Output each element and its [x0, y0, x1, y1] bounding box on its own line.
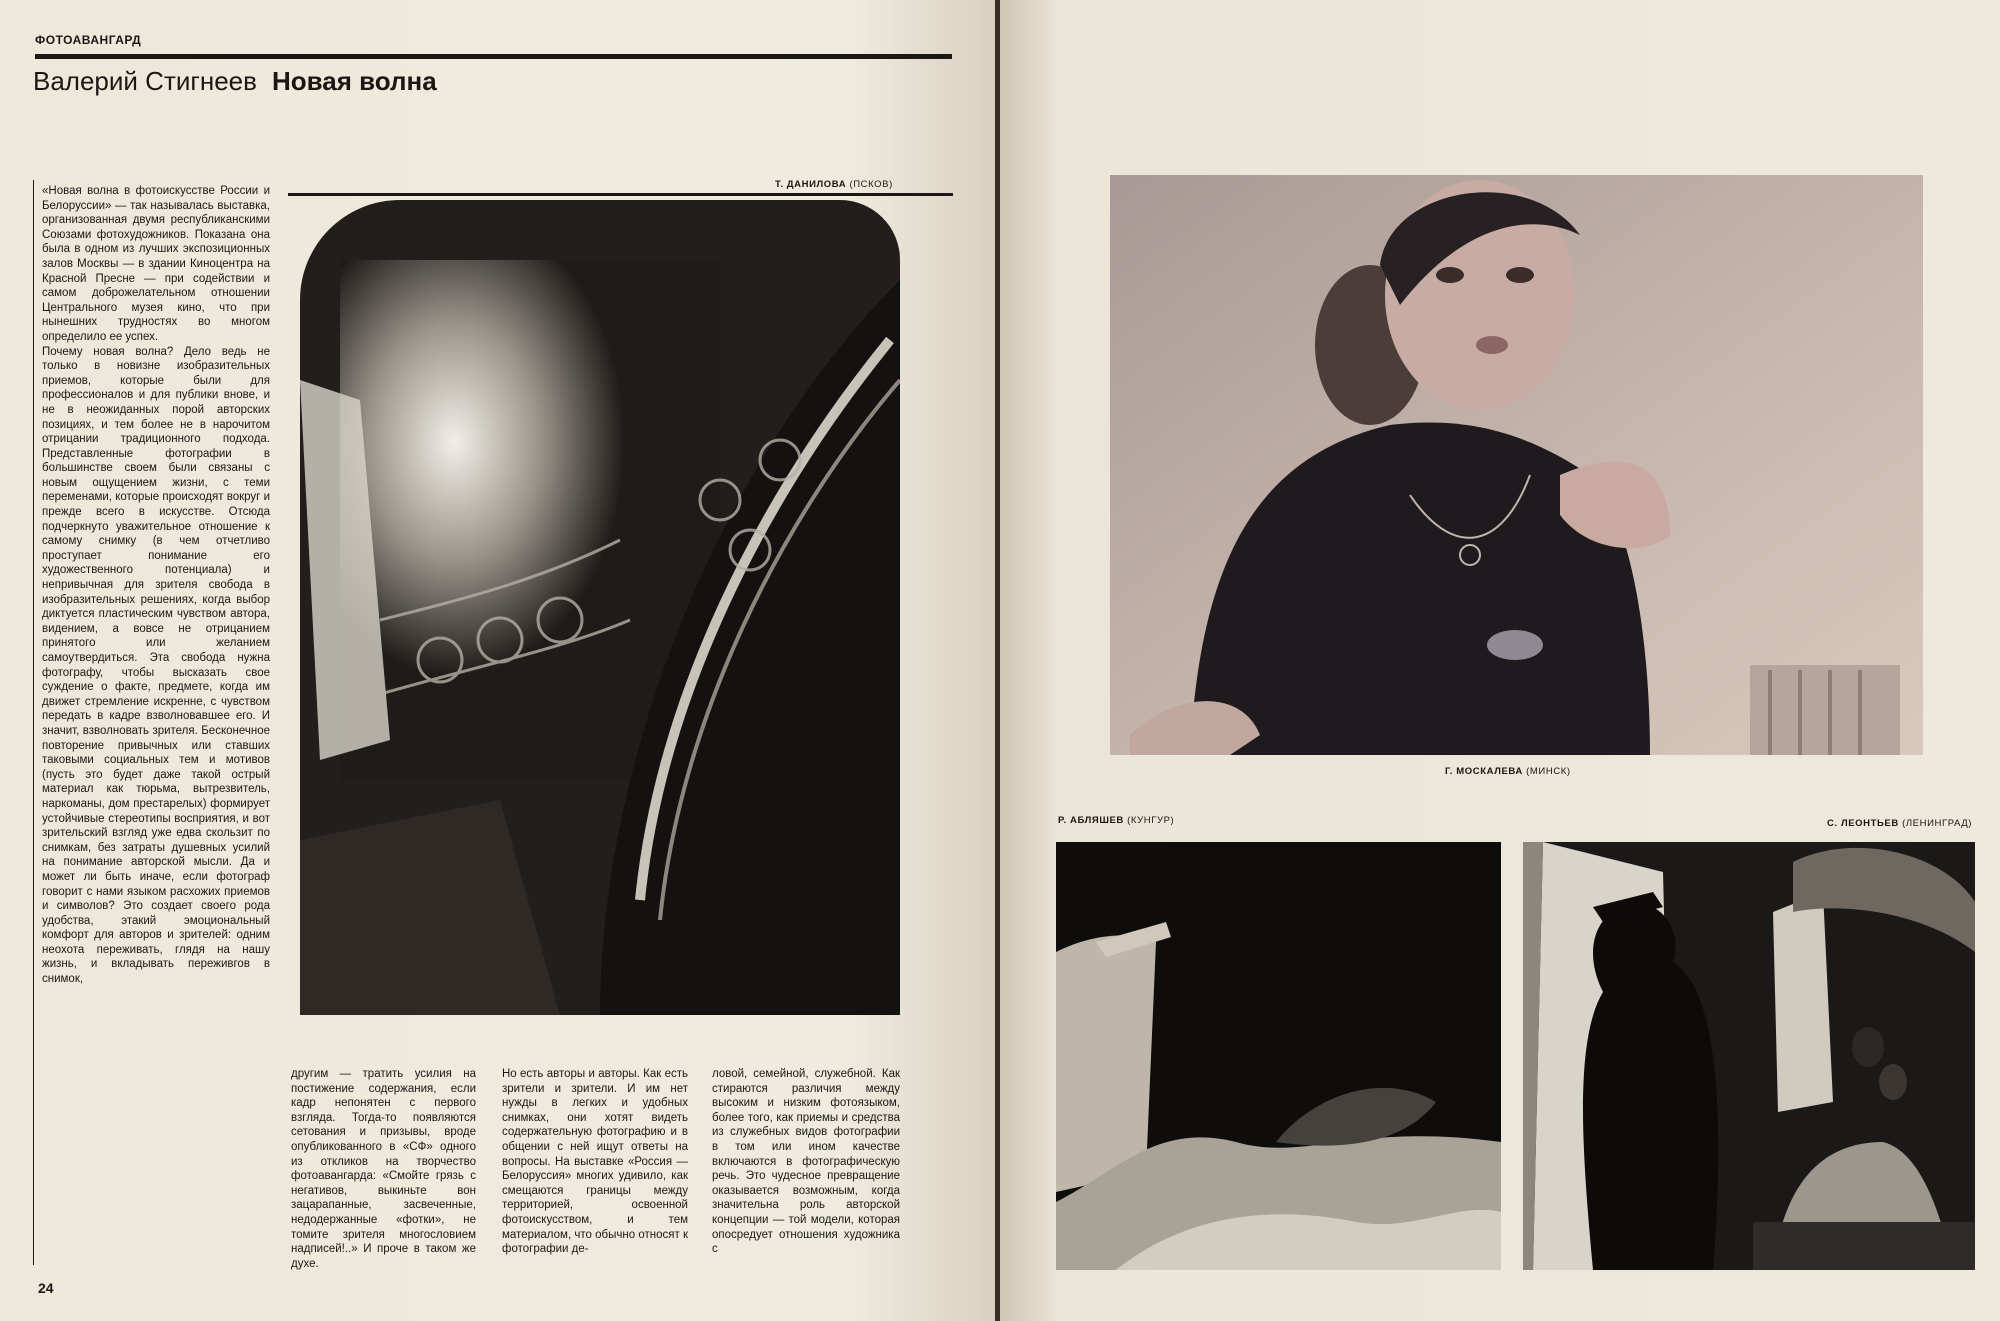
credit-name: Р. АБЛЯШЕВ: [1058, 815, 1124, 826]
credit-name: С. ЛЕОНТЬЕВ: [1827, 818, 1899, 829]
article-title: Новая волна: [272, 66, 437, 96]
paragraph: Но есть авторы и авторы. Как есть зрители и зрители. И им нет нужды в легких и удобных снимках, они хотят видеть содержательную фотографию и в общении с ней ищут ответы на вопросы. На выставке «Россия — Белоруссия» многих удивило, как смещаются границы между территорией, освоенной фотоискусством, и тем материалом, что обычно относят к фотографии де-: [502, 1068, 688, 1256]
section-label: ФОТОАВАНГАРД: [35, 33, 142, 47]
photo-credit-danilova: [775, 179, 893, 190]
paragraph: Почему новая волна? Дело ведь не только в новизне изобразительных приемов, которые были для профессионалов и для публики внове, и не в неожиданных порой авторских позициях, и тем более не в нарочитом отрицании традиционного подхода. Представленные фотографии в большинстве своем были связаны с новым ощущением жизни, с теми переменами, которые происходят вокруг и прежде всего в искусстве. Отсюда подчеркнуто уважительное отношение к самому снимку (в чем отчетливо проступает понимание его художественного потенциала) и непривычная для зрителя свобода в изобразительных решениях, когда выбор диктуется пластическим чувством автора, видением, а вовсе не отрицанием принятого или желанием самоутвердиться. Эта свобода нужна фотографу, чтобы высказать свое суждение о факте, предмете, когда им движет стремление искренне, с чувством передать в кадре взволновавшее его. И значит, взволновать зрителя. Бесконечное повторение привычных или ставших таковыми социальных тем и мотивов (пусть это будет даже такой острый материал как тюрьма, вытрезвитель, наркоманы, дом престарелых) формирует устойчивые стереотипы восприятия, и вот зрительский взгляд уже едва скользит по снимкам, без затраты душевных усилий на понимание авторской мысли. Да и может ли быть иначе, если фотограф говорит с нами языком расхожих приемов и символов? Это создает своего рода удобства, этакий эмоциональный комфорт для авторов и зрителей: одним неохота переживать, глядя на нашу жизнь, и вкладывать переживгов в снимок,: [42, 345, 270, 986]
article-column-3: [502, 1067, 688, 1257]
article-column-1: [42, 184, 270, 987]
right-page: [1000, 0, 2000, 1321]
photo-doorway-silhouettes: [1523, 842, 1975, 1270]
photo-credit-ablyashev: [1058, 815, 1174, 826]
left-page: [0, 0, 995, 1321]
credit-city: (ЛЕНИНГРАД): [1902, 818, 1973, 829]
paragraph: ловой, семейной, служебной. Как стираются различия между высоким и низким фотоязыком, более того, как приемы и средства из служебных видов фотографии в том или ином качестве включаются в фотографическую речь. Это чудесное превращение оказывается возможным, когда значительна роль авторской концепции — той модели, которая опосредует отношения художника с: [712, 1068, 900, 1256]
column-rule: [33, 180, 34, 1265]
photo-credit-moskaleva: [1445, 766, 1571, 777]
photo-credit-leontyev: [1827, 818, 1972, 829]
photo-portrait-girl: [1110, 175, 1923, 755]
article-column-2: [291, 1067, 476, 1271]
page-number: 24: [38, 1280, 54, 1296]
header-rule: [35, 54, 952, 59]
paragraph: «Новая волна в фотоискусстве России и Белоруссии» — так называлась выставка, организованная двумя республиканскими Союзами фотохудожников. Показана она была в одном из лучших экспозиционных залов Москвы — в здании Киноцентра на Красной Пресне — при содействии и самом доброжелательном отношении Центрального музея кино, что при нынешних трудностях во многом определило ее успех.: [42, 185, 270, 343]
photo-rule: [288, 193, 953, 196]
photo-night-landscape: [1056, 842, 1501, 1270]
credit-name: Г. МОСКАЛЕВА: [1445, 766, 1523, 777]
photo-staircase: [300, 200, 900, 1015]
paragraph: другим — тратить усилия на постижение содержания, если кадр непонятен с первого взгляда. Тогда-то появляются сетования и призывы, вроде опубликованного в «СФ» одного из откликов на творчество фотоавангарда: «Смойте грязь с негативов, выкиньте вон зацарапанные, засвеченные, недодержанные «фотки», не томите зрителя многословием надписей!..» И проче в таком же духе.: [291, 1068, 476, 1270]
article-column-4: [712, 1067, 900, 1257]
author-name: Валерий Стигнеев: [33, 66, 257, 96]
credit-city: (ПСКОВ): [849, 179, 893, 190]
credit-city: (МИНСК): [1526, 766, 1571, 777]
credit-name: Т. ДАНИЛОВА: [775, 179, 847, 190]
credit-city: (КУНГУР): [1127, 815, 1175, 826]
